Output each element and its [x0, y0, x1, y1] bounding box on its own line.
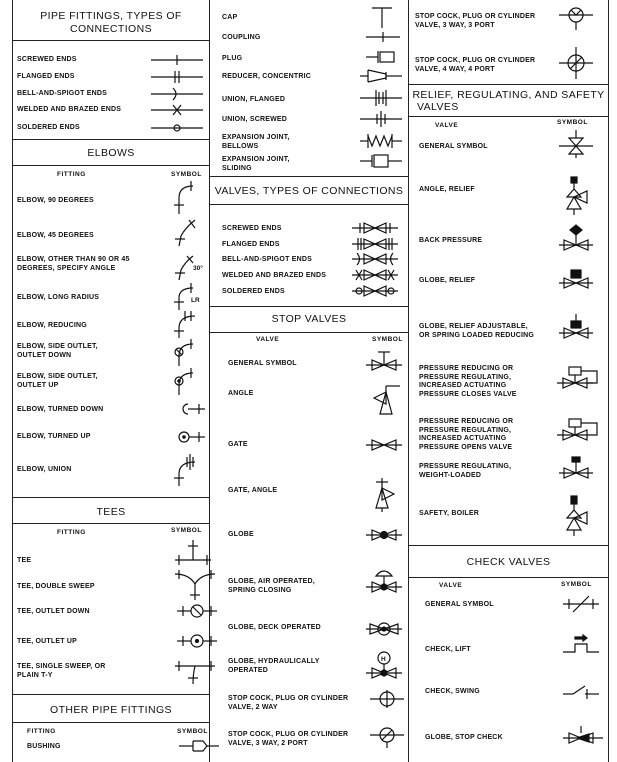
relief-globe-label: GLOBE, RELIEF — [419, 277, 476, 284]
bell-spigot-end-symbol — [151, 88, 203, 100]
other-fittings-title: OTHER PIPE FITTINGS — [50, 704, 172, 716]
check-globe-stop-label: GLOBE, STOP CHECK — [425, 734, 503, 741]
elbow-angle-text: 30° — [193, 265, 203, 272]
elbow-turned-down-symbol — [177, 402, 205, 416]
soldered-end-symbol — [151, 122, 203, 134]
coupling-label: COUPLING — [222, 34, 261, 41]
stop-general-symbol — [366, 348, 402, 372]
pipe-fittings-title-line2: CONNECTIONS — [70, 23, 152, 35]
soldered-ends-label: SOLDERED ENDS — [17, 124, 80, 131]
check-general-label: GENERAL SYMBOL — [425, 601, 494, 608]
elbow-union-label: ELBOW, UNION — [17, 466, 72, 473]
stop-cock-3way-2port-symbol — [370, 726, 404, 748]
tees-title: TEES — [96, 506, 126, 518]
stop-cock-2way-label: STOP COCK, PLUG OR CYLINDER VALVE, 2 WAY — [228, 695, 349, 711]
screwed-end-symbol — [151, 54, 203, 66]
check-lift-symbol — [563, 634, 599, 656]
relief-title-line1: RELIEF, REGULATING, AND SAFETY — [412, 89, 605, 101]
plug-label: PLUG — [222, 55, 243, 62]
flanged-end-symbol — [151, 71, 203, 83]
relief-safety-boiler-symbol — [561, 494, 591, 536]
left-column — [12, 0, 210, 762]
stop-globe-label: GLOBE — [228, 531, 254, 538]
stop-globe-deck-label: GLOBE, DECK OPERATED — [228, 624, 321, 631]
cap-symbol — [370, 6, 394, 28]
divider — [409, 545, 608, 546]
relief-globe-adjustable-symbol — [559, 314, 593, 340]
check-swing-symbol — [563, 680, 599, 700]
check-lift-label: CHECK, LIFT — [425, 646, 471, 653]
elbow-45-label: ELBOW, 45 DEGREES — [17, 232, 94, 239]
expansion-bellows-label: EXPANSION JOINT, BELLOWS — [222, 134, 290, 150]
stop-cock-2way-symbol — [370, 690, 404, 708]
check-globe-stop-symbol — [563, 726, 603, 748]
welded-ends-label: WELDED AND BRAZED ENDS — [17, 106, 122, 113]
divider — [210, 176, 408, 177]
divider — [13, 722, 209, 723]
tee-label: TEE — [17, 557, 32, 564]
pipe-fittings-title-line1: PIPE FITTINGS, TYPES OF — [40, 10, 182, 22]
elbows-title: ELBOWS — [87, 147, 135, 159]
stop-globe-deck-symbol — [366, 621, 402, 637]
union-flanged-symbol — [360, 90, 402, 106]
tee-outlet-down-label: TEE, OUTLET DOWN — [17, 608, 90, 615]
tee-double-sweep-symbol — [175, 570, 215, 600]
expansion-bellows-symbol — [360, 132, 402, 150]
elbow-45-symbol — [173, 216, 199, 246]
elbow-turned-up-label: ELBOW, TURNED UP — [17, 433, 91, 440]
relief-title-line2: VALVES — [417, 101, 459, 113]
divider — [13, 165, 209, 166]
tees-symbol-header: SYMBOL — [171, 527, 202, 534]
valve-connections-title: VALVES, TYPES OF CONNECTIONS — [214, 185, 404, 197]
coupling-symbol — [366, 30, 400, 44]
relief-valve-header: VALVE — [435, 122, 459, 129]
elbow-side-outlet-down-symbol — [173, 338, 201, 366]
stop-cock-3way-3port-label: STOP COCK, PLUG OR CYLINDER VALVE, 3 WAY, 3 PORT — [415, 13, 536, 29]
divider — [409, 84, 608, 85]
tee-outlet-up-label: TEE, OUTLET UP — [17, 638, 77, 645]
stop-valve-header: VALVE — [256, 336, 280, 343]
relief-safety-boiler-label: SAFETY, BOILER — [419, 510, 479, 517]
relief-back-pressure-label: BACK PRESSURE — [419, 237, 483, 244]
divider — [13, 523, 209, 524]
elbow-long-radius-symbol — [173, 282, 211, 310]
divider — [409, 577, 608, 578]
stop-angle-symbol — [370, 382, 400, 414]
stop-globe-hydraulic-symbol — [366, 652, 402, 680]
stop-globe-air-symbol — [366, 566, 402, 594]
stop-general-label: GENERAL SYMBOL — [228, 360, 297, 367]
plug-symbol — [366, 48, 400, 66]
valve-flanged-label: FLANGED ENDS — [222, 241, 280, 248]
relief-pressure-closes-symbol — [557, 362, 601, 392]
elbow-side-outlet-up-label: ELBOW, SIDE OUTLET, OUTLET UP — [17, 373, 98, 389]
valve-soldered-symbol — [352, 284, 398, 298]
elbow-turned-down-label: ELBOW, TURNED DOWN — [17, 406, 104, 413]
stop-globe-symbol — [366, 528, 402, 542]
elbow-reducing-symbol — [173, 310, 203, 338]
relief-weight-loaded-symbol — [559, 456, 593, 480]
elbow-angle-label: ELBOW, OTHER THAN 90 OR 45 DEGREES, SPECIFY ANGLE — [17, 256, 130, 272]
valve-welded-label: WELDED AND BRAZED ENDS — [222, 272, 327, 279]
valve-bell-spigot-label: BELL-AND-SPIGOT ENDS — [222, 256, 312, 263]
relief-pressure-closes-label: PRESSURE REDUCING OR PRESSURE REGULATING, INCREASED ACTUATING PRESSURE CLOSES VALVE — [419, 365, 517, 398]
valve-soldered-label: SOLDERED ENDS — [222, 288, 285, 295]
relief-general-label: GENERAL SYMBOL — [419, 143, 488, 150]
divider — [210, 306, 408, 307]
elbows-symbol-header: SYMBOL — [171, 171, 202, 178]
divider — [409, 116, 608, 117]
union-flanged-label: UNION, FLANGED — [222, 96, 286, 103]
tee-single-sweep-label: TEE, SINGLE SWEEP, OR PLAIN T-Y — [17, 663, 106, 679]
elbow-long-radius-label: ELBOW, LONG RADIUS — [17, 294, 100, 301]
relief-angle-label: ANGLE, RELIEF — [419, 186, 475, 193]
cap-label: CAP — [222, 14, 238, 21]
welded-end-symbol — [151, 104, 203, 116]
tee-single-sweep-symbol — [175, 656, 215, 684]
valve-screwed-symbol — [352, 221, 398, 235]
tees-fitting-header: FITTING — [57, 529, 86, 536]
elbow-angle-symbol — [173, 250, 213, 280]
elbows-fitting-header: FITTING — [57, 171, 86, 178]
expansion-sliding-symbol — [360, 152, 402, 170]
elbow-union-symbol — [173, 454, 203, 486]
relief-pressure-opens-label: PRESSURE REDUCING OR PRESSURE REGULATING, INCREASED ACTUATING PRESSURE OPENS VALVE — [419, 418, 514, 451]
other-fitting-header: FITTING — [27, 728, 56, 735]
relief-angle-symbol — [561, 175, 591, 215]
valve-welded-symbol — [352, 268, 398, 282]
relief-pressure-opens-symbol — [557, 414, 601, 444]
stop-globe-air-label: GLOBE, AIR OPERATED, SPRING CLOSING — [228, 578, 315, 594]
elbow-side-outlet-down-label: ELBOW, SIDE OUTLET, OUTLET DOWN — [17, 343, 98, 359]
tee-double-sweep-label: TEE, DOUBLE SWEEP — [17, 583, 95, 590]
check-swing-label: CHECK, SWING — [425, 688, 480, 695]
bushing-label: BUSHING — [27, 743, 61, 750]
tee-symbol — [175, 540, 211, 566]
divider — [210, 204, 408, 205]
relief-globe-adjustable-label: GLOBE, RELIEF ADJUSTABLE, OR SPRING LOADED REDUCING — [419, 323, 535, 339]
elbow-90-symbol — [173, 180, 199, 214]
reducer-concentric-symbol — [360, 68, 402, 84]
stop-cock-4way-symbol — [559, 47, 593, 79]
bell-spigot-ends-label: BELL-AND-SPIGOT ENDS — [17, 90, 107, 97]
elbow-90-label: ELBOW, 90 DEGREES — [17, 197, 94, 204]
valve-screwed-label: SCREWED ENDS — [222, 225, 282, 232]
middle-column — [210, 0, 409, 762]
check-valves-title: CHECK VALVES — [466, 556, 551, 568]
union-screwed-label: UNION, SCREWED — [222, 116, 288, 123]
valve-flanged-symbol — [352, 237, 398, 251]
check-symbol-header: SYMBOL — [561, 581, 592, 588]
relief-general-symbol — [559, 130, 593, 158]
divider — [13, 497, 209, 498]
other-symbol-header: SYMBOL — [177, 728, 208, 735]
elbow-lr-text: LR — [191, 297, 200, 304]
divider — [13, 139, 209, 140]
flanged-ends-label: FLANGED ENDS — [17, 73, 75, 80]
stop-gate-angle-label: GATE, ANGLE — [228, 487, 278, 494]
hydraulic-h-text: H — [381, 656, 386, 663]
check-valve-header: VALVE — [439, 582, 463, 589]
elbow-turned-up-symbol — [177, 430, 205, 444]
reducer-concentric-label: REDUCER, CONCENTRIC — [222, 73, 311, 80]
right-column — [409, 0, 609, 762]
divider — [13, 694, 209, 695]
relief-back-pressure-symbol — [559, 224, 593, 252]
check-general-symbol — [563, 592, 599, 616]
elbow-reducing-label: ELBOW, REDUCING — [17, 322, 87, 329]
stop-globe-hydraulic-label: GLOBE, HYDRAULICALLY OPERATED — [228, 658, 320, 674]
screwed-ends-label: SCREWED ENDS — [17, 56, 77, 63]
stop-gate-angle-symbol — [366, 478, 400, 512]
stop-cock-3way-3port-symbol — [559, 4, 593, 30]
relief-globe-symbol — [559, 266, 593, 290]
stop-cock-4way-label: STOP COCK, PLUG OR CYLINDER VALVE, 4 WAY, 4 PORT — [415, 57, 536, 73]
stop-symbol-header: SYMBOL — [372, 336, 403, 343]
elbow-side-outlet-up-symbol — [173, 367, 201, 395]
stop-gate-symbol — [366, 438, 402, 452]
expansion-sliding-label: EXPANSION JOINT, SLIDING — [222, 156, 290, 172]
stop-gate-label: GATE — [228, 441, 248, 448]
divider — [210, 332, 408, 333]
relief-weight-loaded-label: PRESSURE REGULATING, WEIGHT-LOADED — [419, 463, 512, 479]
relief-symbol-header: SYMBOL — [557, 119, 588, 126]
stop-valves-title: STOP VALVES — [271, 313, 347, 325]
stop-cock-3way-2port-label: STOP COCK, PLUG OR CYLINDER VALVE, 3 WAY, 2 PORT — [228, 731, 349, 747]
valve-bell-spigot-symbol — [352, 252, 398, 266]
union-screwed-symbol — [360, 111, 402, 127]
divider — [13, 40, 209, 41]
stop-angle-label: ANGLE — [228, 390, 254, 397]
